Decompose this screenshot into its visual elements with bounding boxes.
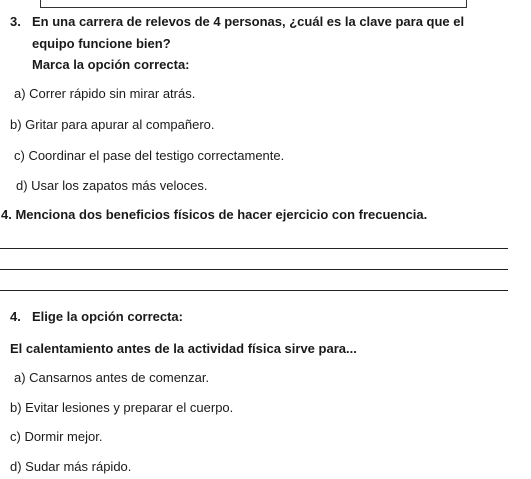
q4b-title: Elige la opción correcta:	[32, 309, 183, 324]
q4b-option-b: b) Evitar lesiones y preparar el cuerpo.	[10, 400, 234, 415]
top-box-border	[40, 0, 467, 8]
q4b-prompt: El calentamiento antes de la actividad física sirve para...	[10, 341, 357, 356]
q3-number: 3.	[10, 14, 21, 29]
q4b-option-d: d) Sudar más rápido.	[10, 459, 132, 474]
q4-open-question: 4. Menciona dos beneficios físicos de hacer ejercicio con frecuencia.	[1, 207, 428, 222]
q3-option-c: c) Coordinar el pase del testigo correctamente.	[14, 148, 285, 163]
q3-option-b: b) Gritar para apurar al compañero.	[10, 117, 215, 132]
answer-line-2[interactable]	[0, 269, 508, 270]
q4b-number: 4.	[10, 309, 21, 324]
q4b-option-c: c) Dormir mejor.	[10, 429, 103, 444]
q3-text-line1: En una carrera de relevos de 4 personas, ¿cuál es la clave para que el	[32, 14, 465, 29]
q3-instruction: Marca la opción correcta:	[32, 57, 190, 72]
q3-option-d: d) Usar los zapatos más veloces.	[16, 178, 208, 193]
q4b-option-a: a) Cansarnos antes de comenzar.	[14, 370, 210, 385]
q3-text-line2: equipo funcione bien?	[32, 36, 171, 51]
answer-line-1[interactable]	[0, 248, 508, 249]
answer-line-3[interactable]	[0, 290, 508, 291]
q3-option-a: a) Correr rápido sin mirar atrás.	[14, 86, 196, 101]
